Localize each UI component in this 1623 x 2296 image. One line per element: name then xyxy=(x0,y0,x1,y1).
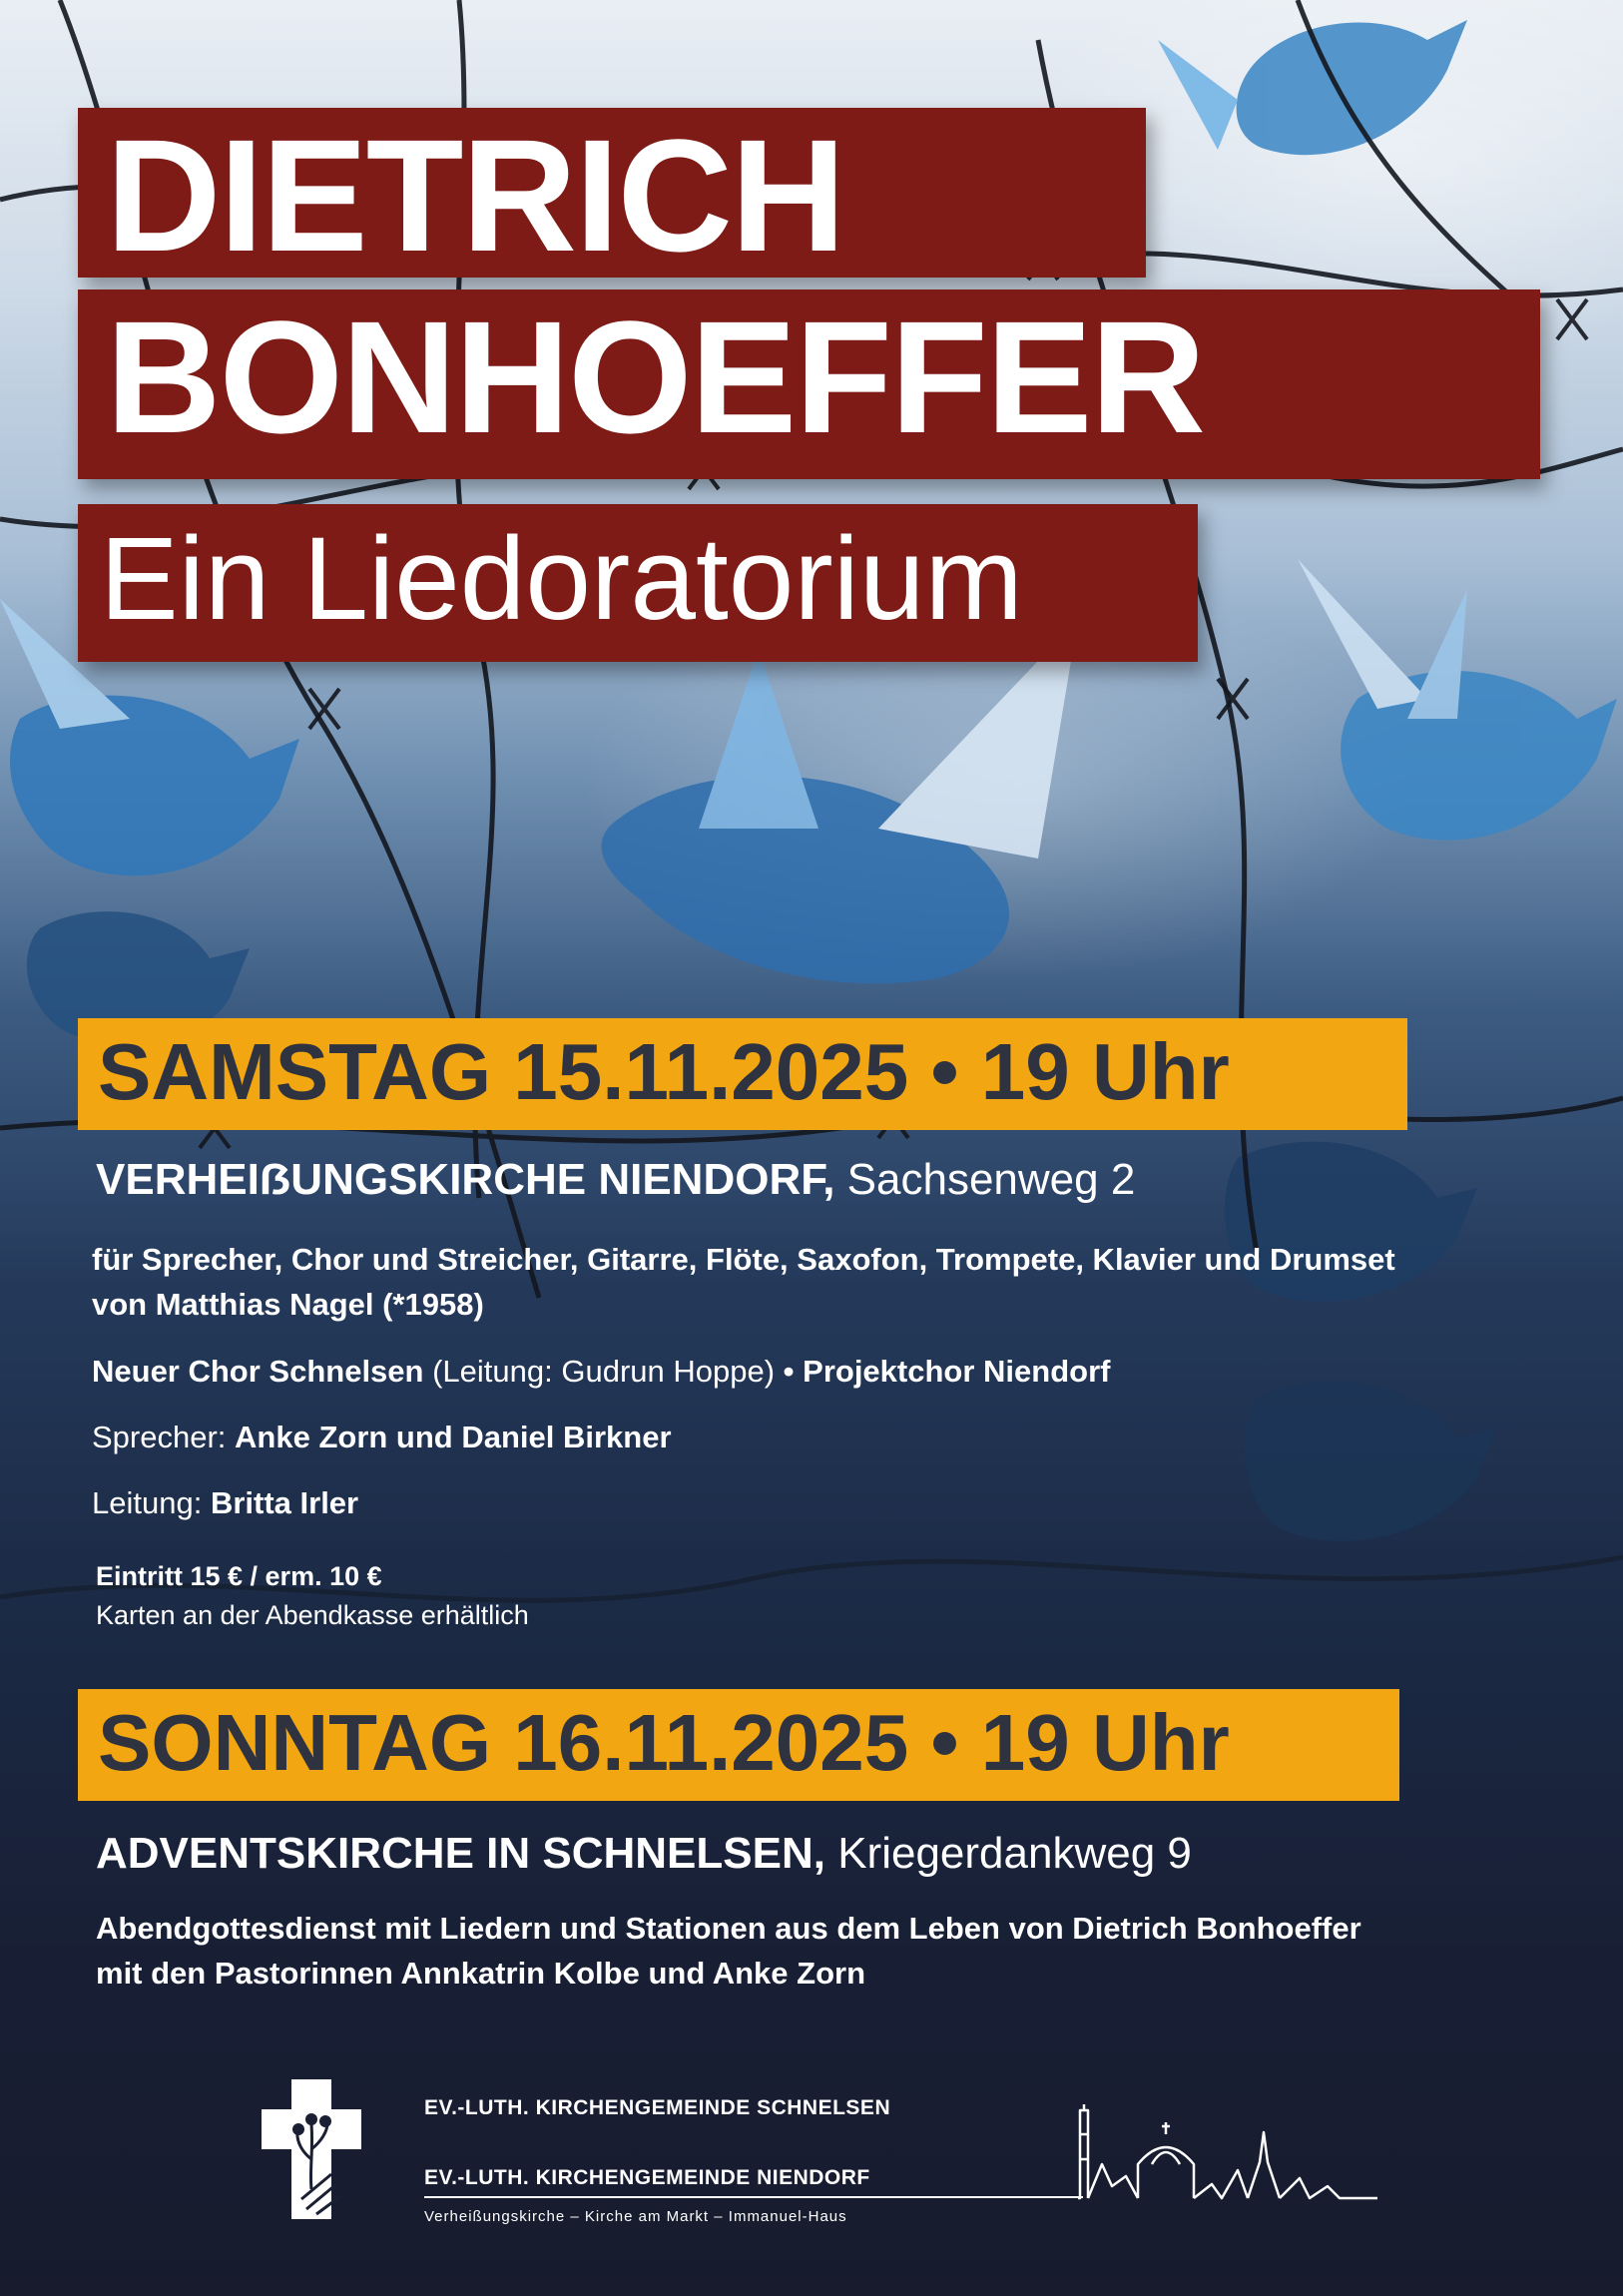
event1-description-line1: für Sprecher, Chor und Streicher, Gitarre, Flöte, Saxofon, Trompete, Klavier und Drumset xyxy=(92,1242,1395,1277)
choir-leader: (Leitung: Gudrun Hoppe) xyxy=(432,1354,776,1389)
title-line1: DIETRICH xyxy=(106,106,844,285)
title-banner-line2 xyxy=(78,289,1540,479)
event2-description-line2: mit den Pastorinnen Annkatrin Kolbe und Anke Zorn xyxy=(96,1955,866,1991)
event1-choirs xyxy=(92,1350,1110,1395)
event1-date: SAMSTAG 15.11.2025 • 19 Uhr xyxy=(98,1027,1230,1116)
event2-description xyxy=(96,1907,1361,1997)
event2-venue xyxy=(96,1829,1192,1878)
speakers-label: Sprecher: xyxy=(92,1420,227,1454)
choir-name: Neuer Chor Schnelsen xyxy=(92,1354,424,1389)
event1-venue-name: VERHEIẞUNGSKIRCHE NIENDORF, xyxy=(96,1155,835,1204)
director-name: Britta Irler xyxy=(210,1485,359,1520)
title-line2: BONHOEFFER xyxy=(106,287,1204,466)
church-skyline-logo xyxy=(1078,2104,1377,2200)
admission-price: Eintritt 15 € / erm. 10 € xyxy=(96,1561,382,1591)
event1-venue xyxy=(96,1155,1136,1204)
choir-second: • Projektchor Niendorf xyxy=(783,1354,1111,1389)
event1-date-banner xyxy=(78,1018,1407,1130)
director-label: Leitung: xyxy=(92,1485,203,1520)
title-banner-line1 xyxy=(78,106,1146,285)
speakers-names: Anke Zorn und Daniel Birkner xyxy=(235,1420,672,1454)
event1-director xyxy=(92,1481,358,1526)
event1-description-line2: von Matthias Nagel (*1958) xyxy=(92,1286,484,1322)
tickets-info: Karten an der Abendkasse erhältlich xyxy=(96,1600,529,1631)
footer-org-niendorf: EV.-LUTH. KIRCHENGEMEINDE NIENDORF xyxy=(424,2166,870,2189)
subtitle-banner xyxy=(78,504,1198,662)
footer-niendorf-churches: Verheißungskirche – Kirche am Markt – Immanuel-Haus xyxy=(424,2208,847,2225)
event2-description-line1: Abendgottesdienst mit Liedern und Stationen aus dem Leben von Dietrich Bonhoeffer xyxy=(96,1911,1361,1946)
event2-date: SONNTAG 16.11.2025 • 19 Uhr xyxy=(98,1698,1230,1787)
event2-venue-address: Kriegerdankweg 9 xyxy=(837,1829,1192,1878)
event1-venue-address: Sachsenweg 2 xyxy=(846,1155,1136,1204)
subtitle: Ein Liedoratorium xyxy=(100,513,1023,645)
footer-org-schnelsen: EV.-LUTH. KIRCHENGEMEINDE SCHNELSEN xyxy=(424,2096,891,2119)
event2-date-banner xyxy=(78,1689,1399,1801)
church-cross-logo xyxy=(262,2079,361,2219)
footer-underline xyxy=(424,2196,1083,2198)
event2-venue-name: ADVENTSKIRCHE IN SCHNELSEN, xyxy=(96,1829,825,1878)
event1-admission xyxy=(96,1557,529,1635)
event1-speakers xyxy=(92,1416,672,1460)
event1-description xyxy=(92,1238,1395,1328)
